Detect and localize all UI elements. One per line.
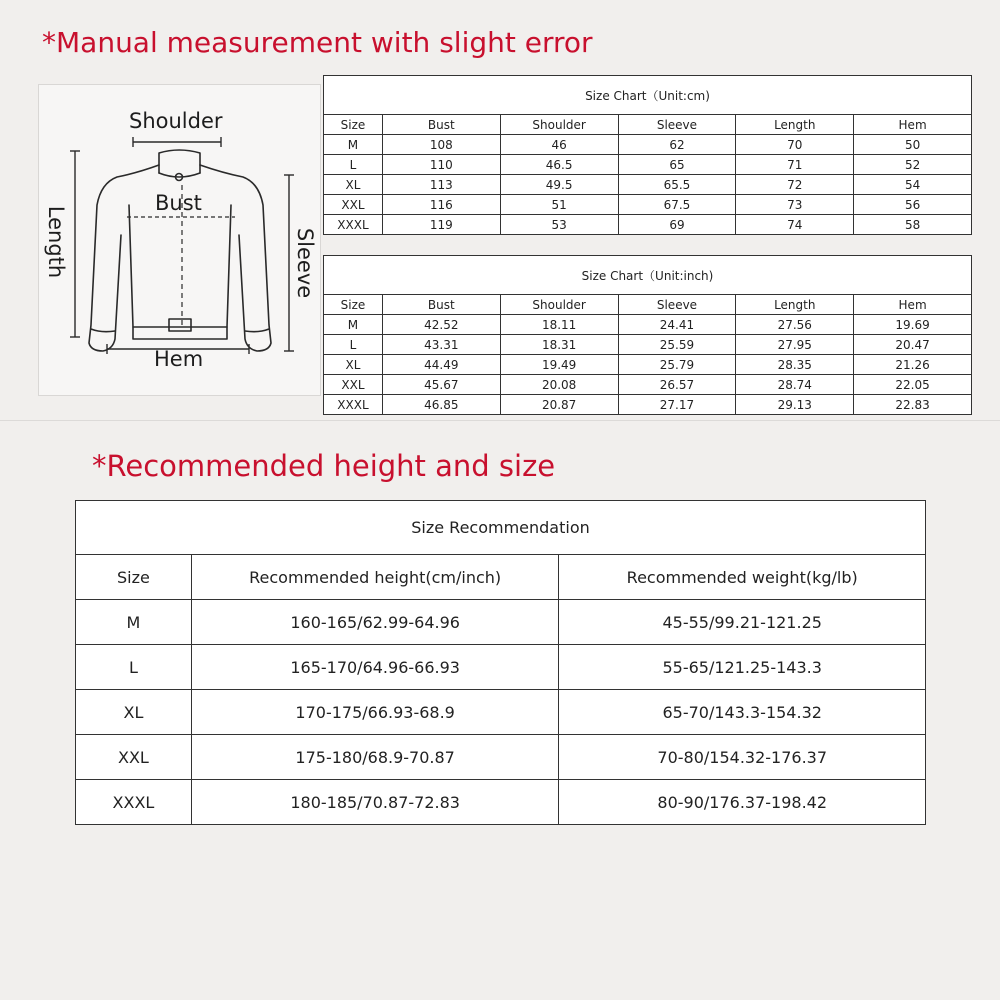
table-row: [324, 215, 972, 235]
table-cell: 69: [618, 215, 736, 235]
table-cell: 160-165/62.99-64.96: [191, 600, 559, 645]
size-recommendation-table: [75, 500, 926, 825]
column-header: Shoulder: [500, 115, 618, 135]
column-header: Recommended height(cm/inch): [191, 555, 559, 600]
table-cell: 20.08: [500, 375, 618, 395]
table-cell: 45-55/99.21-121.25: [559, 600, 926, 645]
table-cell: L: [324, 335, 383, 355]
column-header: Sleeve: [618, 295, 736, 315]
table-cell: 74: [736, 215, 854, 235]
table-cell: 62: [618, 135, 736, 155]
table-cell: 108: [382, 135, 500, 155]
table-cell: 58: [854, 215, 972, 235]
table-cell: 44.49: [382, 355, 500, 375]
table-cell: 45.67: [382, 375, 500, 395]
table-cell: 49.5: [500, 175, 618, 195]
table-cell: 52: [854, 155, 972, 175]
table-cell: 25.59: [618, 335, 736, 355]
table-cell: 20.47: [854, 335, 972, 355]
table-cell: 18.31: [500, 335, 618, 355]
table-cell: XL: [324, 355, 383, 375]
table-row: [324, 335, 972, 355]
table-cell: 80-90/176.37-198.42: [559, 780, 926, 825]
table-cell: 19.49: [500, 355, 618, 375]
table-cell: 18.11: [500, 315, 618, 335]
table-cell: 25.79: [618, 355, 736, 375]
table-cell: 26.57: [618, 375, 736, 395]
size-chart-inch-caption: Size Chart（Unit:inch): [324, 256, 972, 295]
table-cell: XL: [76, 690, 192, 735]
table-cell: 50: [854, 135, 972, 155]
table-cell: 29.13: [736, 395, 854, 415]
table-cell: XL: [324, 175, 383, 195]
column-header: Size: [324, 295, 383, 315]
bust-label: Bust: [155, 191, 202, 215]
table-cell: 55-65/121.25-143.3: [559, 645, 926, 690]
section-divider: [0, 420, 1000, 421]
table-cell: XXXL: [324, 395, 383, 415]
table-cell: 27.95: [736, 335, 854, 355]
table-cell: 65: [618, 155, 736, 175]
table-cell: 119: [382, 215, 500, 235]
column-header: Bust: [382, 115, 500, 135]
table-row: [324, 375, 972, 395]
table-cell: 56: [854, 195, 972, 215]
table-cell: 71: [736, 155, 854, 175]
table-cell: 116: [382, 195, 500, 215]
table-cell: 27.17: [618, 395, 736, 415]
sleeve-label: Sleeve: [293, 227, 317, 299]
size-chart-inch-table: [323, 255, 972, 415]
table-cell: 27.56: [736, 315, 854, 335]
size-recommendation-caption: Size Recommendation: [76, 501, 926, 555]
column-header: Size: [76, 555, 192, 600]
jacket-measurement-diagram: [38, 84, 321, 396]
column-header: Length: [736, 115, 854, 135]
table-cell: XXL: [324, 195, 383, 215]
table-row: [76, 690, 926, 735]
table-row: [324, 315, 972, 335]
table-row: [324, 135, 972, 155]
table-cell: XXL: [76, 735, 192, 780]
table-cell: 21.26: [854, 355, 972, 375]
table-row: [76, 600, 926, 645]
table-cell: L: [76, 645, 192, 690]
table-cell: 73: [736, 195, 854, 215]
table-cell: 46.5: [500, 155, 618, 175]
recommended-heading: *Recommended height and size: [92, 449, 556, 483]
table-cell: 175-180/68.9-70.87: [191, 735, 559, 780]
column-header: Size: [324, 115, 383, 135]
table-row: [76, 735, 926, 780]
table-cell: 70-80/154.32-176.37: [559, 735, 926, 780]
table-cell: 42.52: [382, 315, 500, 335]
table-row: [324, 175, 972, 195]
table-row: [324, 155, 972, 175]
table-cell: 46: [500, 135, 618, 155]
table-header-row: [76, 555, 926, 600]
table-cell: 20.87: [500, 395, 618, 415]
table-cell: 22.83: [854, 395, 972, 415]
table-cell: 65-70/143.3-154.32: [559, 690, 926, 735]
table-header-row: [324, 115, 972, 135]
table-cell: 51: [500, 195, 618, 215]
table-cell: 43.31: [382, 335, 500, 355]
table-cell: XXXL: [76, 780, 192, 825]
table-header-row: [324, 295, 972, 315]
table-cell: 113: [382, 175, 500, 195]
table-cell: 22.05: [854, 375, 972, 395]
column-header: Hem: [854, 295, 972, 315]
hem-label: Hem: [154, 347, 204, 371]
table-cell: 65.5: [618, 175, 736, 195]
column-header: Bust: [382, 295, 500, 315]
table-cell: XXXL: [324, 215, 383, 235]
size-chart-cm-caption: Size Chart（Unit:cm): [324, 76, 972, 115]
table-cell: 24.41: [618, 315, 736, 335]
table-cell: XXL: [324, 375, 383, 395]
table-cell: L: [324, 155, 383, 175]
length-label: Length: [44, 205, 68, 279]
table-cell: 72: [736, 175, 854, 195]
table-cell: 28.74: [736, 375, 854, 395]
table-cell: 180-185/70.87-72.83: [191, 780, 559, 825]
measurement-heading: *Manual measurement with slight error: [42, 26, 593, 59]
table-cell: 110: [382, 155, 500, 175]
shoulder-label: Shoulder: [129, 109, 223, 133]
table-row: [324, 355, 972, 375]
table-cell: 19.69: [854, 315, 972, 335]
table-cell: 46.85: [382, 395, 500, 415]
column-header: Sleeve: [618, 115, 736, 135]
table-cell: 54: [854, 175, 972, 195]
column-header: Recommended weight(kg/lb): [559, 555, 926, 600]
table-cell: M: [76, 600, 192, 645]
column-header: Length: [736, 295, 854, 315]
column-header: Hem: [854, 115, 972, 135]
table-row: [76, 645, 926, 690]
table-row: [324, 395, 972, 415]
table-cell: 70: [736, 135, 854, 155]
table-cell: 67.5: [618, 195, 736, 215]
table-row: [324, 195, 972, 215]
table-cell: 53: [500, 215, 618, 235]
table-row: [76, 780, 926, 825]
column-header: Shoulder: [500, 295, 618, 315]
table-cell: 170-175/66.93-68.9: [191, 690, 559, 735]
table-cell: 28.35: [736, 355, 854, 375]
table-cell: M: [324, 135, 383, 155]
size-chart-cm-table: [323, 75, 972, 235]
table-cell: M: [324, 315, 383, 335]
table-cell: 165-170/64.96-66.93: [191, 645, 559, 690]
